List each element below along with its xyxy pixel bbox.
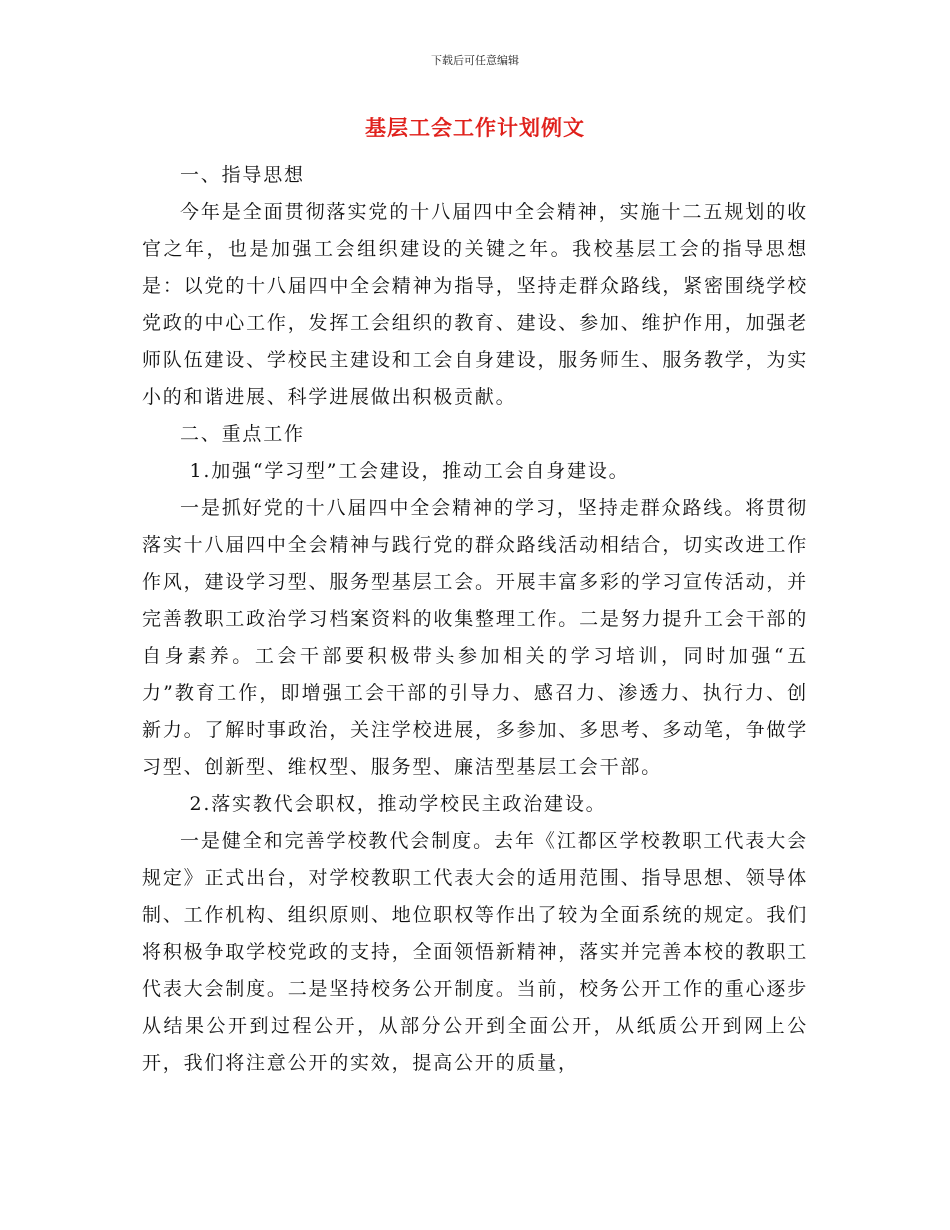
document-title: 基层工会工作计划例文 bbox=[365, 115, 585, 140]
document-body bbox=[142, 157, 808, 1082]
paragraph-staff-congress: 一是健全和完善学校教代会制度。去年《江都区学校教职工代表大会规定》正式出台，对学校教职工代表大会的适用范围、指导思想、领导体制、工作机构、组织原则、地位职权等作出了较为全面系统的规定。我们将积极争取学校党政的支持，全面领悟新精神，落实并完善本校的教职工代表大会制度。二是坚持校务公开制度。当前，校务公开工作的重心逐步从结果公开到过程公开，从部分公开到全面公开，从纸质公开到网上公开，我们将注意公开的实效，提高公开的质量， bbox=[142, 830, 808, 1074]
section-heading-key-work: 二、重点工作 bbox=[180, 423, 305, 445]
paragraph-learning-union: 一是抓好党的十八届四中全会精神的学习，坚持走群众路线。将贯彻落实十八届四中全会精神与践行党的群众路线活动相结合，切实改进工作作风，建设学习型、服务型基层工会。开展丰富多彩的学习宣传活动，并完善教职工政治学习档案资料的收集整理工作。二是努力提升工会干部的自身素养。工会干部要积极带头参加相关的学习培训，同时加强“五力”教育工作，即增强工会干部的引导力、感召力、渗透力、执行力、创新力。了解时事政治，关注学校进展，多参加、多思考、多动笔，争做学习型、创新型、维权型、服务型、廉洁型基层工会干部。 bbox=[142, 497, 808, 778]
section-heading-guiding-ideology: 一、指导思想 bbox=[180, 164, 305, 186]
subheading-staff-congress: 2.落实教代会职权，推动学校民主政治建设。 bbox=[189, 793, 607, 815]
page-header-note: 下载后可任意编辑 bbox=[431, 54, 519, 67]
paragraph-guiding-ideology: 今年是全面贯彻落实党的十八届四中全会精神，实施十二五规划的收官之年，也是加强工会组织建设的关键之年。我校基层工会的指导思想是：以党的十八届四中全会精神为指导，坚持走群众路线，紧密围绕学校党政的中心工作，发挥工会组织的教育、建设、参加、维护作用，加强老师队伍建设、学校民主建设和工会自身建设，服务师生、服务教学，为实小的和谐进展、科学进展做出积极贡献。 bbox=[142, 201, 808, 408]
subheading-learning-union: 1.加强“学习型”工会建设，推动工会自身建设。 bbox=[189, 460, 630, 482]
